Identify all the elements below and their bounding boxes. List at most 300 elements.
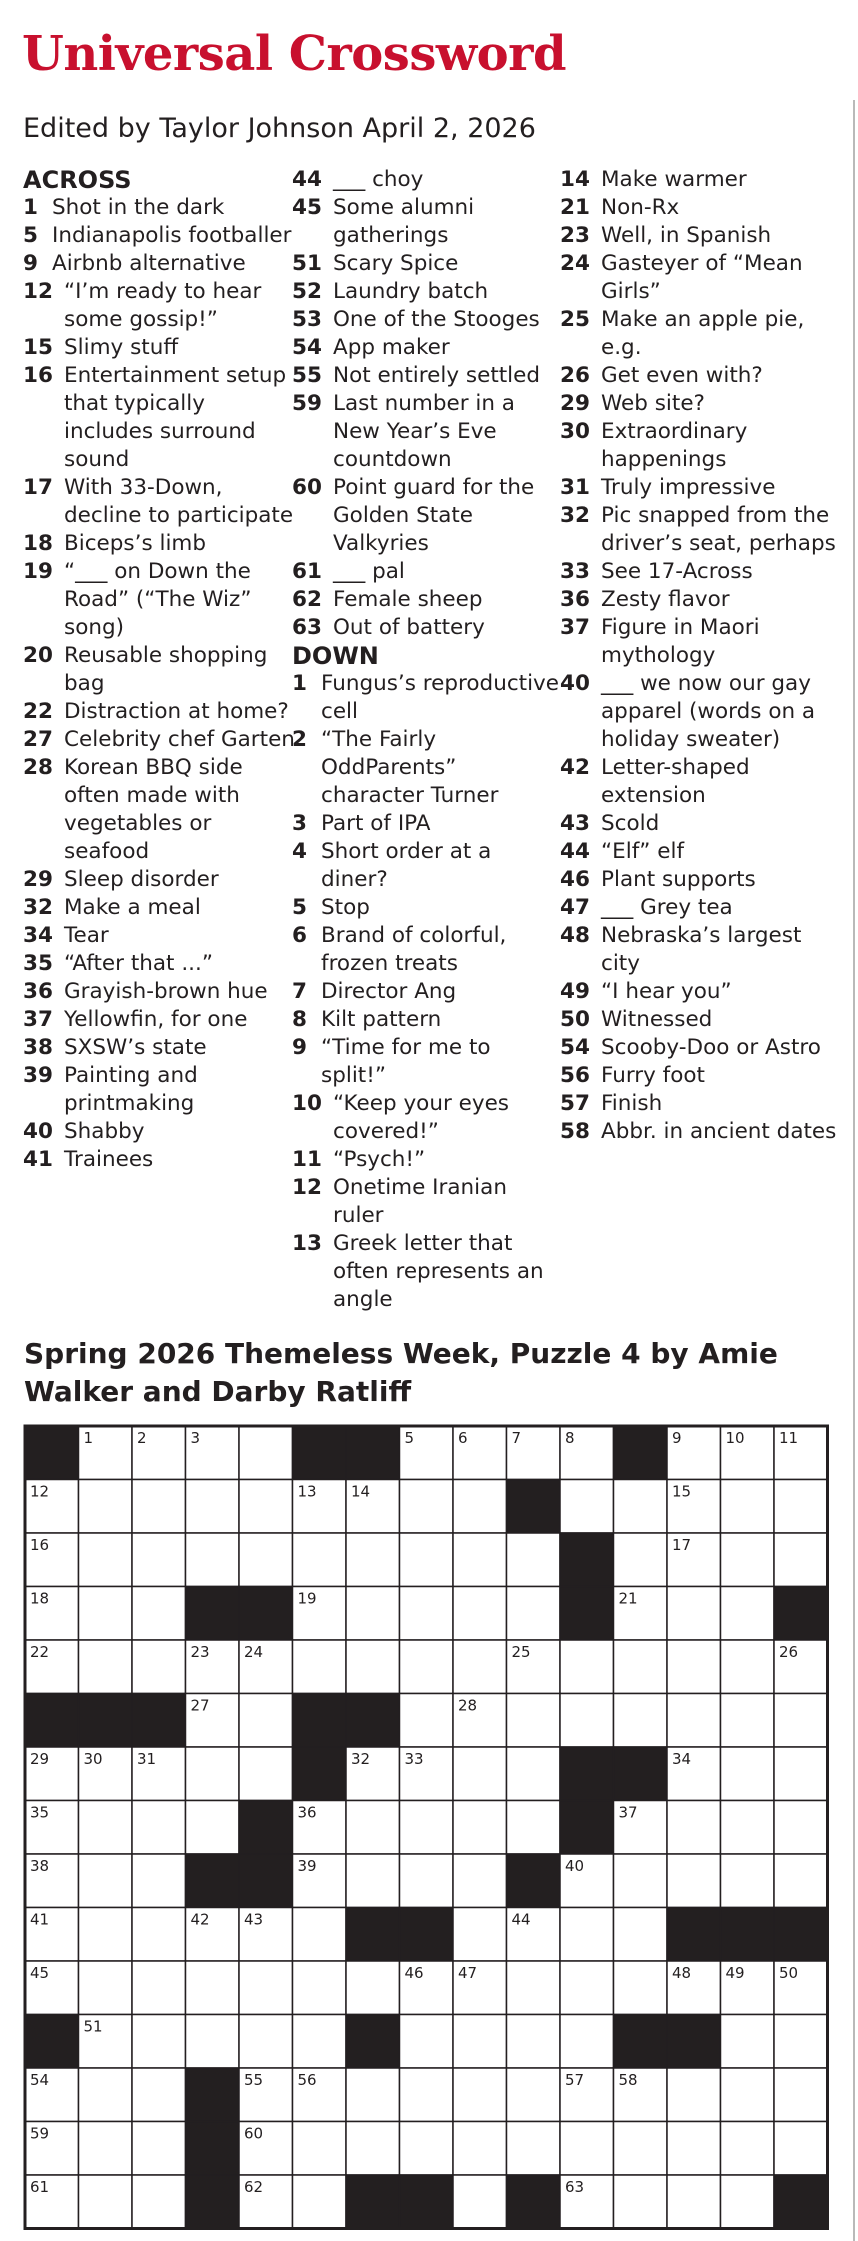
clue-text: Grayish-brown hue [64, 979, 268, 1004]
across-clue-29 [23, 866, 295, 894]
grid-cell[interactable] [721, 1747, 775, 1801]
grid-cell[interactable] [400, 1533, 454, 1587]
grid-cell[interactable] [774, 2015, 828, 2069]
clue-number: 41 [23, 1147, 53, 1172]
clue-number: 56 [560, 1063, 590, 1088]
clue-text: See 17-Across [601, 559, 753, 584]
down-clue-31 [560, 474, 840, 502]
grid-cell[interactable] [79, 2068, 133, 2122]
grid-cell[interactable] [614, 1961, 668, 2015]
grid-cell[interactable] [132, 2068, 186, 2122]
grid-cell[interactable] [453, 1480, 507, 1534]
grid-cell[interactable] [79, 1908, 133, 1962]
across-clue-12 [23, 278, 295, 334]
grid-cell[interactable] [721, 2175, 775, 2229]
grid-cell[interactable] [186, 1480, 240, 1534]
clue-text: Point guard for the Golden State Valkyries [333, 475, 535, 556]
grid-cell[interactable] [507, 1801, 561, 1855]
grid-block-cell [186, 2068, 240, 2122]
clue-number: 11 [292, 1147, 322, 1172]
down-clue-9 [292, 1034, 562, 1090]
grid-cell[interactable] [774, 1480, 828, 1534]
grid-cell[interactable] [774, 1854, 828, 1908]
grid-cell-number: 18 [30, 1589, 50, 1608]
clue-text: Korean BBQ side often made with vegetables or seafood [64, 755, 243, 864]
grid-cell[interactable] [721, 1801, 775, 1855]
clue-number: 58 [560, 1119, 590, 1144]
right-edge-divider [853, 100, 855, 2241]
grid-cell[interactable] [453, 1533, 507, 1587]
clue-number: 43 [560, 811, 590, 836]
across-clue-1 [23, 194, 295, 222]
grid-cell[interactable] [79, 1961, 133, 2015]
grid-cell[interactable] [774, 2122, 828, 2176]
grid-cell[interactable] [400, 2068, 454, 2122]
grid-cell[interactable] [614, 1854, 668, 1908]
grid-cell[interactable] [507, 2122, 561, 2176]
grid-cell[interactable] [560, 2122, 614, 2176]
clue-number: 63 [292, 615, 322, 640]
down-clue-37 [560, 614, 840, 670]
grid-cell-number: 61 [30, 2178, 50, 2196]
grid-cell[interactable] [400, 1854, 454, 1908]
grid-cell[interactable] [186, 1961, 240, 2015]
grid-cell[interactable] [239, 2015, 293, 2069]
down-clue-5 [292, 894, 562, 922]
grid-cell[interactable] [346, 2122, 400, 2176]
grid-cell[interactable] [132, 2015, 186, 2069]
clue-text: Truly impressive [601, 475, 776, 500]
grid-cell[interactable] [507, 1961, 561, 2015]
across-clue-62 [292, 586, 562, 614]
down-clue-1 [292, 670, 562, 726]
down-clue-49 [560, 978, 840, 1006]
grid-cell[interactable] [400, 2122, 454, 2176]
clue-text: Kilt pattern [321, 1007, 442, 1032]
grid-cell[interactable] [239, 1533, 293, 1587]
grid-cell[interactable] [239, 1480, 293, 1534]
grid-cell[interactable] [132, 2175, 186, 2229]
grid-cell[interactable] [721, 1480, 775, 1534]
grid-cell-number: 9 [672, 1429, 682, 1447]
clue-text: With 33-Down, decline to participate [64, 475, 294, 528]
grid-cell[interactable] [239, 1961, 293, 2015]
clue-text: Short order at a diner? [321, 839, 492, 892]
grid-cell[interactable] [400, 1480, 454, 1534]
grid-cell[interactable] [721, 2068, 775, 2122]
grid-cell[interactable] [721, 1533, 775, 1587]
clue-number: 23 [560, 223, 590, 248]
grid-block-cell [186, 1587, 240, 1641]
grid-cell-number: 42 [190, 1910, 210, 1929]
clue-text: Shot in the dark [52, 195, 225, 220]
clue-text: “I’m ready to hear some gossip!” [64, 279, 262, 332]
grid-cell-number: 28 [458, 1696, 478, 1715]
grid-cell[interactable] [774, 1533, 828, 1587]
grid-cell[interactable] [774, 1747, 828, 1801]
grid-cell[interactable] [667, 1854, 721, 1908]
grid-cell-number: 3 [190, 1429, 201, 1447]
grid-cell[interactable] [346, 1587, 400, 1641]
grid-cell[interactable] [186, 2015, 240, 2069]
grid-cell[interactable] [293, 2175, 347, 2229]
clue-text: Some alumni gatherings [333, 195, 475, 248]
grid-cell-number: 39 [297, 1857, 317, 1875]
grid-block-cell [774, 1587, 828, 1641]
grid-cell-number: 35 [30, 1803, 50, 1822]
grid-block-cell [239, 1854, 293, 1908]
grid-cell[interactable] [132, 2122, 186, 2176]
clue-text: ___ we now our gay apparel (words on a holiday sweater) [601, 671, 816, 752]
grid-cell[interactable] [79, 1480, 133, 1534]
grid-cell[interactable] [667, 1640, 721, 1694]
grid-block-cell [25, 1694, 79, 1748]
clue-text: Scold [601, 811, 660, 836]
grid-cell[interactable] [239, 1694, 293, 1748]
down-clue-26 [560, 362, 840, 390]
grid-cell[interactable] [560, 1961, 614, 2015]
grid-cell[interactable] [400, 1694, 454, 1748]
grid-cell[interactable] [79, 1587, 133, 1641]
grid-cell-number: 2 [137, 1429, 147, 1447]
grid-cell-number: 37 [618, 1803, 638, 1822]
across-clue-37 [23, 1006, 295, 1034]
across-clue-61 [292, 558, 562, 586]
grid-cell-number: 51 [83, 2017, 103, 2036]
grid-cell[interactable] [79, 1533, 133, 1587]
grid-cell[interactable] [346, 1854, 400, 1908]
grid-cell[interactable] [453, 1854, 507, 1908]
clue-text: Scary Spice [333, 251, 459, 276]
across-clue-5 [23, 222, 295, 250]
clue-text: “After that ...” [64, 951, 213, 976]
across-clue-22 [23, 698, 295, 726]
grid-cell[interactable] [132, 1801, 186, 1855]
clue-text: “The Fairly OddParents” character Turner [321, 727, 499, 808]
down-clue-40 [560, 670, 840, 754]
grid-cell[interactable] [721, 2015, 775, 2069]
grid-cell[interactable] [721, 1694, 775, 1748]
grid-cell[interactable] [79, 1854, 133, 1908]
grid-cell[interactable] [400, 1640, 454, 1694]
grid-cell[interactable] [346, 2068, 400, 2122]
clue-number: 51 [292, 251, 322, 276]
across-clue-53 [292, 306, 562, 334]
clue-text: Plant supports [601, 867, 756, 892]
grid-cell[interactable] [293, 1533, 347, 1587]
grid-block-cell [667, 1908, 721, 1962]
grid-cell-number: 50 [779, 1964, 799, 1982]
down-clue-7 [292, 978, 562, 1006]
grid-cell-number: 41 [30, 1910, 50, 1929]
clue-number: 40 [23, 1119, 53, 1144]
across-clue-38 [23, 1034, 295, 1062]
clue-number: 44 [560, 839, 590, 864]
grid-cell[interactable] [453, 2068, 507, 2122]
grid-cell-number: 58 [618, 2071, 638, 2089]
across-clue-59 [292, 390, 562, 474]
grid-cell[interactable] [721, 1854, 775, 1908]
across-clue-63 [292, 614, 562, 642]
puzzle-title-main: Spring 2026 Themeless Week, Puzzle 4 [24, 1337, 641, 1370]
clue-number: 29 [560, 391, 590, 416]
grid-cell[interactable] [400, 1801, 454, 1855]
grid-cell[interactable] [293, 1908, 347, 1962]
grid-cell[interactable] [79, 1640, 133, 1694]
grid-block-cell [25, 2015, 79, 2069]
grid-cell[interactable] [721, 2122, 775, 2176]
down-heading: DOWN [292, 642, 379, 670]
clue-text: Web site? [601, 391, 705, 416]
grid-cell[interactable] [774, 1694, 828, 1748]
grid-cell[interactable] [293, 2122, 347, 2176]
clue-number: 36 [560, 587, 590, 612]
grid-cell[interactable] [507, 2015, 561, 2069]
clue-text: Greek letter that often represents an angle [333, 1231, 544, 1312]
grid-cell[interactable] [667, 1587, 721, 1641]
grid-cell[interactable] [453, 1747, 507, 1801]
grid-cell[interactable] [667, 1694, 721, 1748]
clue-text: Onetime Iranian ruler [333, 1175, 507, 1228]
clue-number: 33 [560, 559, 590, 584]
grid-block-cell [293, 1426, 347, 1480]
grid-cell[interactable] [614, 1480, 668, 1534]
grid-block-cell [293, 1694, 347, 1748]
grid-block-cell [774, 1908, 828, 1962]
clue-text: Figure in Maori mythology [601, 615, 760, 668]
grid-cell[interactable] [453, 2122, 507, 2176]
across-clue-34 [23, 922, 295, 950]
clue-number: 44 [292, 167, 322, 192]
clue-text: ___ pal [333, 559, 405, 584]
down-clue-48 [560, 922, 840, 978]
grid-cell[interactable] [667, 2122, 721, 2176]
grid-cell[interactable] [560, 1694, 614, 1748]
grid-cell[interactable] [614, 2122, 668, 2176]
grid-cell-number: 15 [672, 1482, 692, 1501]
down-clue-30 [560, 418, 840, 474]
grid-cell[interactable] [560, 2015, 614, 2069]
grid-cell[interactable] [614, 2175, 668, 2229]
clue-text: Airbnb alternative [52, 251, 246, 276]
down-clue-11 [292, 1146, 562, 1174]
grid-cell[interactable] [239, 1747, 293, 1801]
grid-cell[interactable] [239, 1426, 293, 1480]
grid-cell[interactable] [453, 2015, 507, 2069]
grid-cell[interactable] [507, 2068, 561, 2122]
across-clue-9 [23, 250, 295, 278]
grid-cell[interactable] [132, 1480, 186, 1534]
clue-text: “Elf” elf [601, 839, 685, 864]
grid-block-cell [239, 1801, 293, 1855]
grid-cell-number: 55 [244, 2071, 264, 2089]
down-clue-32 [560, 502, 840, 558]
grid-cell-number: 45 [30, 1964, 50, 1982]
down-clue-10 [292, 1090, 562, 1146]
clue-text: Well, in Spanish [601, 223, 772, 248]
clue-text: “Keep your eyes covered!” [333, 1091, 509, 1144]
down-clue-4 [292, 838, 562, 894]
grid-block-cell [560, 1801, 614, 1855]
grid-cell-number: 49 [725, 1964, 745, 1982]
grid-cell[interactable] [186, 1747, 240, 1801]
down-clue-14 [560, 166, 840, 194]
grid-cell[interactable] [453, 1587, 507, 1641]
grid-cell[interactable] [346, 1640, 400, 1694]
grid-block-cell [560, 1533, 614, 1587]
grid-cell[interactable] [346, 1533, 400, 1587]
across-clue-19 [23, 558, 295, 642]
grid-cell[interactable] [614, 1533, 668, 1587]
clue-text: Reusable shopping bag [64, 643, 268, 696]
clue-text: Celebrity chef Garten [64, 727, 295, 752]
grid-cell[interactable] [560, 1640, 614, 1694]
grid-cell-number: 31 [137, 1750, 157, 1768]
down-clue-56 [560, 1062, 840, 1090]
grid-cell-number: 32 [351, 1750, 371, 1768]
down-clue-12 [292, 1174, 562, 1230]
across-clue-60 [292, 474, 562, 558]
clue-number: 18 [23, 531, 53, 556]
grid-cell[interactable] [667, 2175, 721, 2229]
grid-cell[interactable] [132, 1640, 186, 1694]
grid-cell[interactable] [614, 1694, 668, 1748]
grid-cell-number: 43 [244, 1910, 264, 1929]
grid-block-cell [186, 2175, 240, 2229]
clue-text: Entertainment setup that typically includes surround sound [64, 363, 287, 472]
clue-number: 38 [23, 1035, 53, 1060]
grid-cell[interactable] [186, 1801, 240, 1855]
grid-cell[interactable] [132, 1961, 186, 2015]
grid-cell[interactable] [186, 1533, 240, 1587]
clue-text: Non-Rx [601, 195, 680, 220]
grid-cell[interactable] [79, 2122, 133, 2176]
grid-cell[interactable] [453, 1908, 507, 1962]
down-clue-25 [560, 306, 840, 362]
clue-number: 25 [560, 307, 590, 332]
clue-text: Pic snapped from the driver’s seat, perhaps [601, 503, 836, 556]
grid-cell[interactable] [560, 1480, 614, 1534]
grid-cell-number: 14 [351, 1482, 371, 1501]
clue-number: 21 [560, 195, 590, 220]
grid-cell[interactable] [400, 2015, 454, 2069]
grid-cell[interactable] [346, 1801, 400, 1855]
across-clue-32 [23, 894, 295, 922]
clue-number: 2 [292, 727, 307, 752]
clue-number: 30 [560, 419, 590, 444]
clue-number: 45 [292, 195, 322, 220]
grid-cell[interactable] [507, 1694, 561, 1748]
grid-cell[interactable] [453, 1640, 507, 1694]
grid-cell[interactable] [346, 1961, 400, 2015]
clue-text: Yellowfin, for one [64, 1007, 248, 1032]
across-clue-15 [23, 334, 295, 362]
grid-cell[interactable] [79, 1801, 133, 1855]
grid-cell[interactable] [400, 1587, 454, 1641]
grid-cell[interactable] [507, 1747, 561, 1801]
grid-cell[interactable] [507, 1587, 561, 1641]
clue-text: “Time for me to split!” [321, 1035, 491, 1088]
grid-cell[interactable] [667, 2068, 721, 2122]
grid-cell[interactable] [774, 2068, 828, 2122]
clue-text: Witnessed [601, 1007, 713, 1032]
grid-cell[interactable] [614, 1908, 668, 1962]
clue-text: ___ Grey tea [601, 895, 733, 920]
clue-text: Out of battery [333, 615, 485, 640]
across-clue-17 [23, 474, 295, 530]
clue-number: 22 [23, 699, 53, 724]
grid-cell[interactable] [132, 1854, 186, 1908]
clue-text: “I hear you” [601, 979, 732, 1004]
grid-cell[interactable] [721, 1640, 775, 1694]
clue-text: Stop [321, 895, 370, 920]
grid-cell-number: 54 [30, 2071, 50, 2089]
clue-number: 16 [23, 363, 53, 388]
grid-cell[interactable] [560, 1908, 614, 1962]
grid-cell[interactable] [614, 1640, 668, 1694]
grid-cell[interactable] [293, 2015, 347, 2069]
grid-cell-number: 5 [404, 1429, 415, 1447]
grid-cell[interactable] [774, 1801, 828, 1855]
clue-number: 49 [560, 979, 590, 1004]
grid-cell[interactable] [132, 1587, 186, 1641]
clue-number: 52 [292, 279, 322, 304]
across-clue-54 [292, 334, 562, 362]
grid-cell[interactable] [453, 2175, 507, 2229]
clue-text: Make warmer [601, 167, 747, 192]
crossword-grid-svg [23, 1424, 831, 2232]
grid-cell[interactable] [667, 1801, 721, 1855]
grid-cell[interactable] [132, 1533, 186, 1587]
down-clue-24 [560, 250, 840, 306]
clue-number: 42 [560, 755, 590, 780]
grid-cell[interactable] [453, 1801, 507, 1855]
clue-number: 40 [560, 671, 590, 696]
down-clue-3 [292, 810, 562, 838]
grid-cell-number: 22 [30, 1643, 50, 1661]
clue-text: Zesty flavor [601, 587, 730, 612]
clue-text: Extraordinary happenings [601, 419, 748, 472]
grid-cell[interactable] [293, 1640, 347, 1694]
clue-text: Get even with? [601, 363, 763, 388]
clue-number: 5 [23, 223, 38, 248]
grid-block-cell [614, 2015, 668, 2069]
grid-block-cell [507, 1480, 561, 1534]
clue-number: 10 [292, 1091, 322, 1116]
grid-cell-number: 12 [30, 1482, 50, 1501]
grid-block-cell [560, 1747, 614, 1801]
clue-text: Tear [64, 923, 109, 948]
grid-cell[interactable] [721, 1587, 775, 1641]
clue-number: 13 [292, 1231, 322, 1256]
clue-text: Shabby [64, 1119, 145, 1144]
clue-number: 34 [23, 923, 53, 948]
grid-cell-number: 13 [297, 1482, 317, 1501]
grid-cell[interactable] [293, 1961, 347, 2015]
across-clue-52 [292, 278, 562, 306]
across-clue-35 [23, 950, 295, 978]
grid-cell[interactable] [79, 2175, 133, 2229]
clue-number: 35 [23, 951, 53, 976]
grid-cell[interactable] [507, 1533, 561, 1587]
clue-text: Distraction at home? [64, 699, 289, 724]
clue-text: Gasteyer of “Mean Girls” [601, 251, 803, 304]
clue-number: 4 [292, 839, 307, 864]
clue-text: Laundry batch [333, 279, 489, 304]
clue-text: Fungus’s reproductive cell [321, 671, 560, 724]
grid-cell[interactable] [132, 1908, 186, 1962]
clue-text: App maker [333, 335, 450, 360]
